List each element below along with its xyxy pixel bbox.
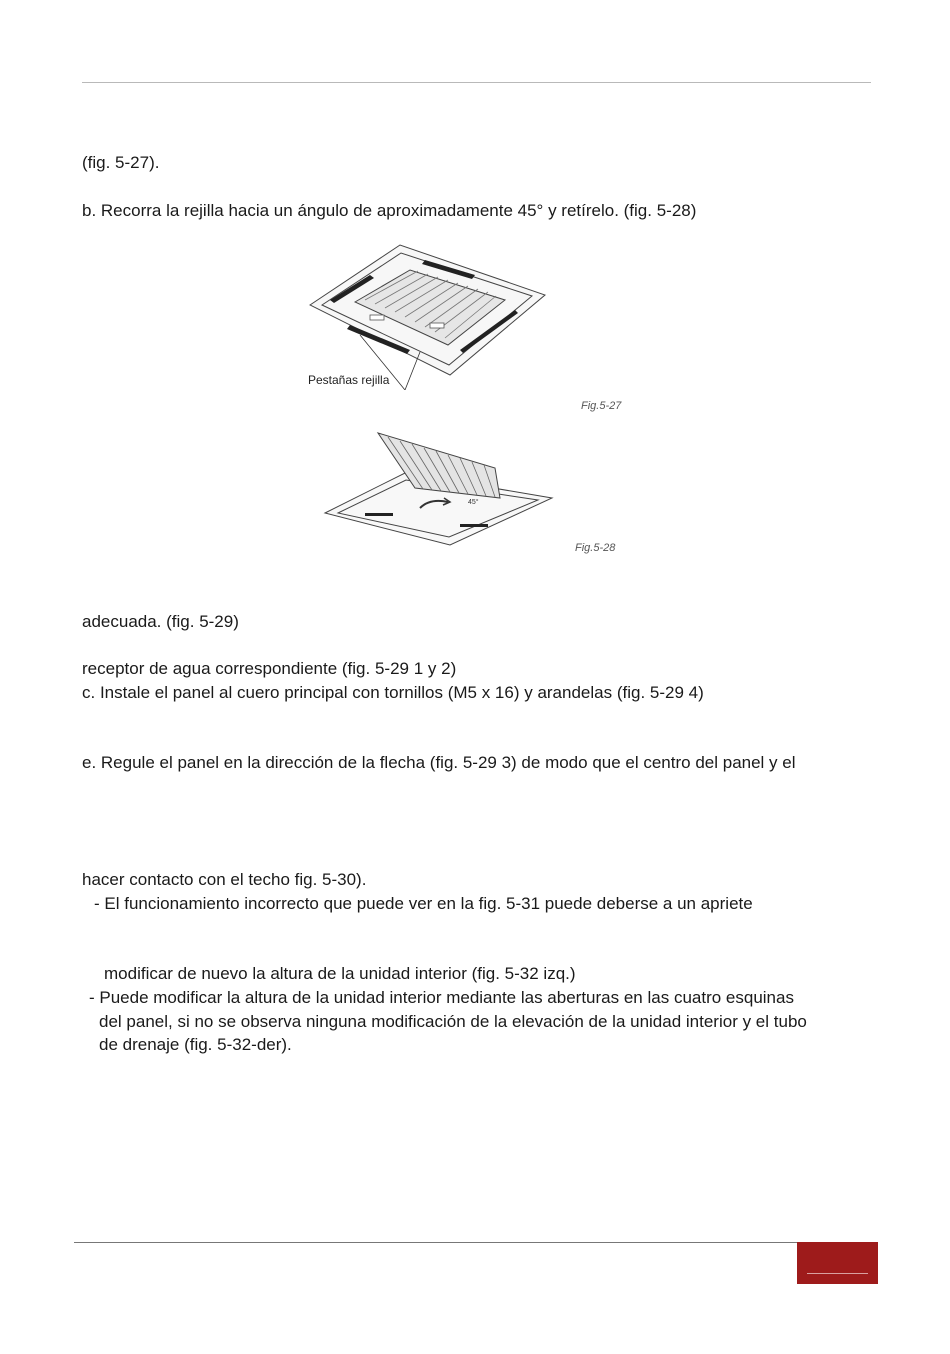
- text-line: de drenaje (fig. 5-32-der).: [99, 1035, 292, 1054]
- fig-5-28-caption: Fig.5-28: [575, 542, 616, 554]
- text-line: receptor de agua correspondiente (fig. 5-29 1 y 2): [82, 659, 457, 678]
- text-line: b. Recorra la rejilla hacia un ángulo de aproximadamente 45° y retírelo. (fig. 5-28): [82, 201, 697, 220]
- text-line: del panel, si no se observa ninguna modificación de la elevación de la unidad interior y el tubo: [99, 1012, 807, 1031]
- text-line: (fig. 5-27).: [82, 153, 160, 172]
- fig-5-28-angle-label: 45°: [468, 499, 479, 506]
- fig-5-27-panel-illustration: [300, 240, 560, 390]
- text-line: adecuada. (fig. 5-29): [82, 612, 239, 631]
- text-line: - Puede modificar la altura de la unidad interior mediante las aberturas en las cuatro esquinas: [89, 988, 794, 1007]
- text-line: c. Instale el panel al cuero principal con tornillos (M5 x 16) y arandelas (fig. 5-29 4): [82, 683, 704, 702]
- text-line: modificar de nuevo la altura de la unidad interior (fig. 5-32 izq.): [104, 964, 576, 983]
- header-rule: [82, 82, 871, 83]
- fig-5-27-caption: Fig.5-27: [581, 400, 622, 412]
- footer-rule: [74, 1242, 798, 1243]
- page-number-tab: [797, 1242, 878, 1284]
- fig-5-27-callout: Pestañas rejilla: [308, 373, 390, 387]
- fig-5-28-panel-illustration: [320, 428, 560, 550]
- text-line: e. Regule el panel en la dirección de la flecha (fig. 5-29 3) de modo que el centro del panel y el: [82, 753, 796, 772]
- text-line: - El funcionamiento incorrecto que puede ver en la fig. 5-31 puede deberse a un apriete: [94, 894, 753, 913]
- text-line: hacer contacto con el techo fig. 5-30).: [82, 870, 367, 889]
